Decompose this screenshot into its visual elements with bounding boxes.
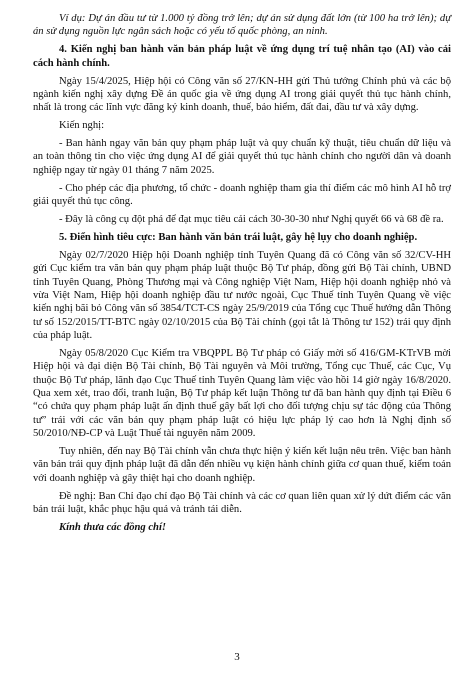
- example-label: Ví dụ: [59, 13, 82, 24]
- bullet-breakthrough-tool: - Đây là công cụ đột phá để đạt mục tiêu cải cách 30-30-30 như Nghị quyết 66 và 68 đề ra.: [59, 214, 444, 226]
- paragraph-tuyen-quang-letter: Ngày 02/7/2020 Hiệp hội Doanh nghiệp tỉnh Tuyên Quang đã có Công văn số 32/CV-HH gửi Cục kiểm tra văn bản quy phạm pháp luật thuộc Bộ Tư pháp, đồng gửi Bộ Tài chính, UBND tỉnh Tuyên Quang, Phòng Thương mại và Công nghiệp Việt Nam, Hiệp hội doanh nghiệp nhỏ và vừa Việt Nam, Hiệp hội doanh nghiệp đầu tư nước ngoài, Cục Thuế tỉnh Tuyên Quang về việc kiến nghị bãi bỏ Công văn số 3854/TCT-CS ngày 25/9/2019 của Tổng cục Thuế hướng dẫn Thông tư số 152/2015/TT-BTC ngày 02/10/2015 của Bộ Tài chính (gọi tắt là Thông tư 152) trái quy định của pháp luật.: [33, 249, 451, 341]
- bullet-legal-framework: - Ban hành ngay văn bản quy phạm pháp luật và quy chuẩn kỹ thuật, tiêu chuẩn dữ liệu và an toàn thông tin cho việc ứng dụng AI để giải quyết thủ tục hành chính cho người dân và doanh nghiệp ngay từ ngày 01 tháng 7 năm 2025.: [33, 138, 451, 176]
- paragraph-ai-proposal: Ngày 15/4/2025, Hiệp hội có Công văn số 27/KN-HH gửi Thủ tướng Chính phủ và các bộ ngành kiến nghị xây dựng Đề án quốc gia về ứng dụng AI trong giải quyết thủ tục hành chính, nhất là trong các lĩnh vực đăng ký kinh doanh, thuế, bảo hiểm, đất đai, đầu tư và xây dựng.: [33, 75, 451, 114]
- paragraph-recommendation-label: Kiến nghị:: [59, 120, 105, 132]
- page-number: 3: [234, 651, 240, 663]
- paragraph-ministry-conclusion: Ngày 05/8/2020 Cục Kiểm tra VBQPPL Bộ Tư pháp có Giấy mời số 416/GM-KTrVB mời Hiệp hội và đại diện Bộ Tài chính, Bộ Tài nguyên và Môi trường, Tổng cục Thuế, các Cục, Vụ thuộc Bộ Tư pháp, lãnh đạo Cục Thuế tỉnh Tuyên Quang làm việc vào hồi 14 giờ ngày 16/8/2020. Qua xem xét, trao đổi, tranh luận, Bộ Tư pháp kết luận Thông tư đã ban hành quy định tại Điều 6 “có chứa quy phạm pháp luật ấn định thuế gây bất lợi cho đối tượng chịu sự tác động của Thông tư” trái với các văn bản quy phạm pháp luật có hiệu lực pháp lý cao hơn là Nghị định số 50/2010/NĐ-CP và Luật Thuế tài nguyên năm 2009.: [33, 347, 451, 439]
- document-body: [33, 12, 451, 534]
- paragraph-not-implemented: Tuy nhiên, đến nay Bộ Tài chính vẫn chưa thực hiện ý kiến kết luận nêu trên. Việc ban hành văn bản trái quy định pháp luật đã dẫn đến nhiều vụ kiện hành chính giữa cơ quan thuế, kiểm toán với doanh nghiệp và gây thiệt hại cho doanh nghiệp.: [33, 445, 451, 484]
- section-5-heading: 5. Điển hình tiêu cực: Ban hành văn bản trái luật, gây hệ lụy cho doanh nghiệp.: [59, 231, 418, 243]
- section-4-heading: 4. Kiến nghị ban hành văn bản pháp luật về ứng dụng trí tuệ nhân tạo (AI) vào cải cách hành chính.: [33, 44, 451, 69]
- paragraph-proposal: Đề nghị: Ban Chỉ đạo chỉ đạo Bộ Tài chính và các cơ quan liên quan xử lý dứt điểm các văn bản trái luật, khắc phục hậu quả và tránh tái diễn.: [33, 490, 451, 515]
- bullet-pilot-models: - Cho phép các địa phương, tổ chức - doanh nghiệp tham gia thí điểm các mô hình AI hỗ trợ giải quyết thủ tục công.: [33, 182, 451, 208]
- example-paragraph: [33, 12, 451, 39]
- example-text: : Dự án đầu tư từ 1.000 tỷ đồng trở lên; dự án sử dụng đất lớn (từ 100 ha trở lên); dự án sử dụng nguồn lực ngân sách hoặc có yếu tố quốc phòng, an ninh.: [33, 13, 451, 38]
- closing-salutation: Kính thưa các đồng chí!: [59, 521, 167, 533]
